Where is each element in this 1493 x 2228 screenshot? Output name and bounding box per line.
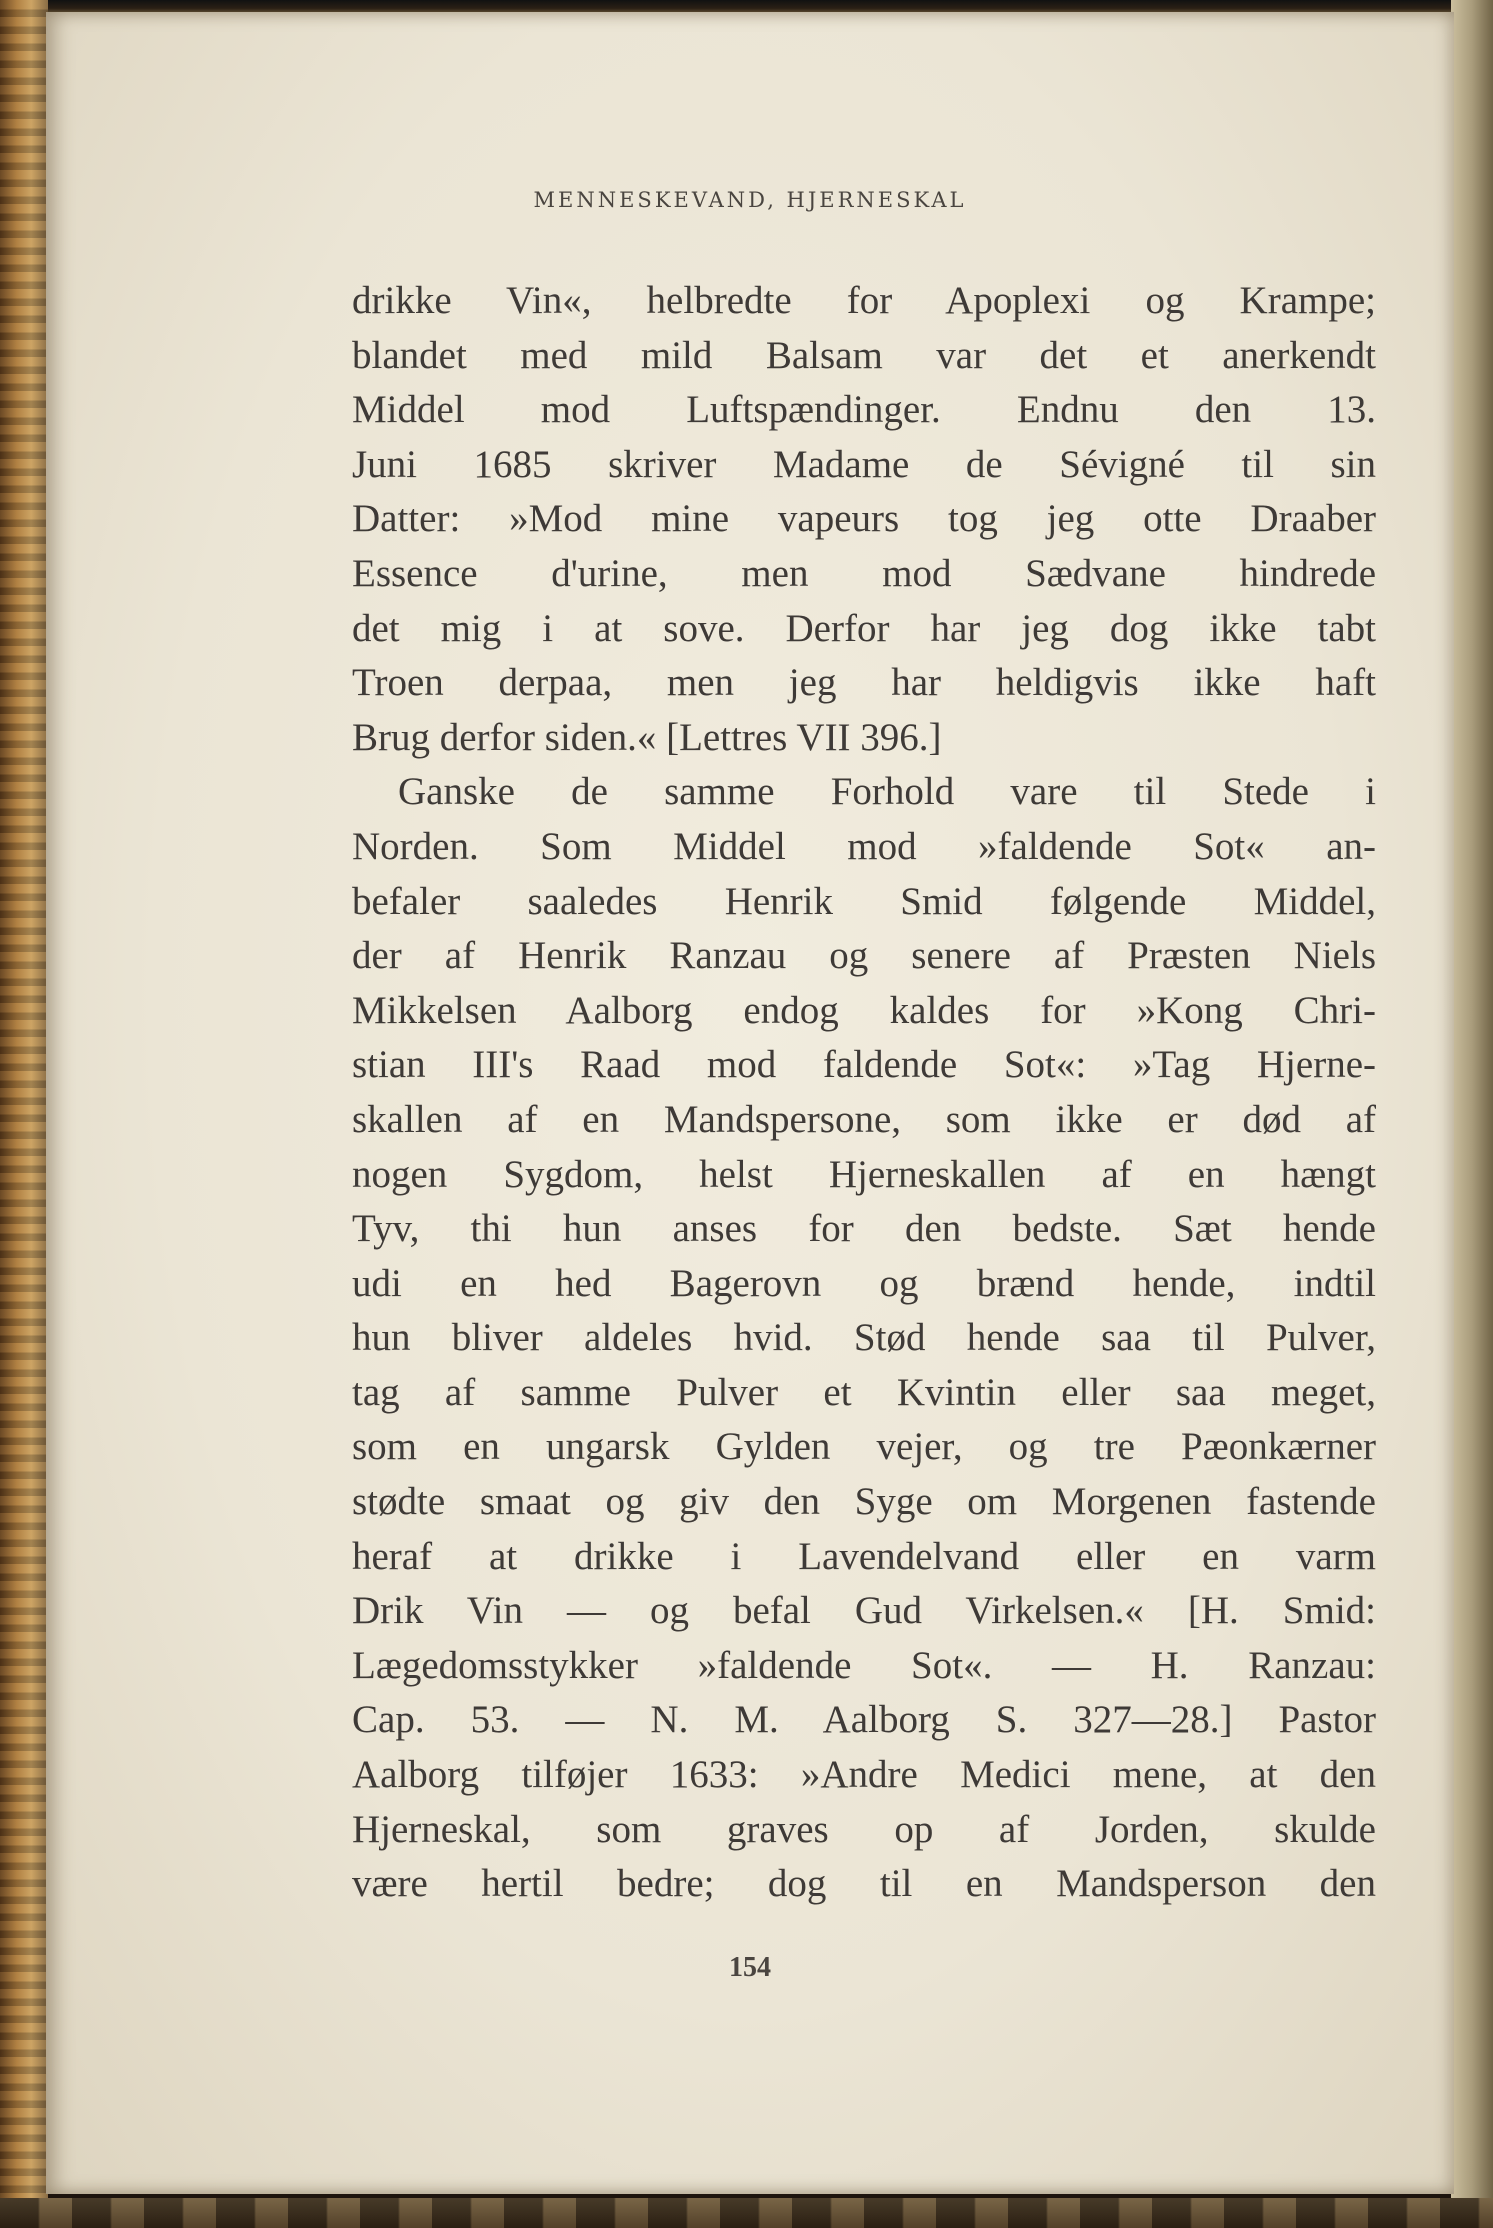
bottom-page-edge [0, 2198, 1493, 2228]
text-line: blandet med mild Balsam var det et anerkendt [352, 333, 1376, 377]
text-line: Juni 1685 skriver Madame de Sévigné til sin [352, 442, 1376, 486]
text-line: det mig i at sove. Derfor har jeg dog ikke tabt [352, 606, 1376, 650]
text-line: befaler saaledes Henrik Smid følgende Middel, [352, 879, 1376, 923]
text-line: Mikkelsen Aalborg endog kaldes for »Kong Chri- [352, 988, 1376, 1032]
page-number: 154 [729, 1952, 771, 1983]
text-line: der af Henrik Ranzau og senere af Præsten Niels [352, 934, 1376, 978]
text-line: tag af samme Pulver et Kvintin eller saa meget, [352, 1370, 1376, 1414]
text-line: Norden. Som Middel mod »faldende Sot« an- [352, 824, 1376, 868]
text-line: Middel mod Luftspændinger. Endnu den 13. [352, 388, 1376, 432]
text-line: skallen af en Mandspersone, som ikke er død af [352, 1097, 1376, 1141]
text-line: Datter: »Mod mine vapeurs tog jeg otte Draaber [352, 497, 1376, 541]
body-text [352, 274, 1376, 1912]
text-line: Lægedomsstykker »faldende Sot«. — H. Ranzau: [352, 1643, 1376, 1687]
text-line: Ganske de samme Forhold vare til Stede i [398, 770, 1376, 814]
text-line: Brug derfor siden.« [Lettres VII 396.] [352, 715, 942, 759]
book-binding-edge [0, 0, 48, 2228]
text-line: drikke Vin«, helbredte for Apoplexi og Krampe; [352, 279, 1376, 322]
text-line: Tyv, thi hun anses for den bedste. Sæt hende [352, 1207, 1376, 1251]
text-line: være hertil bedre; dog til en Mandsperson den [352, 1862, 1376, 1906]
text-line: Aalborg tilføjer 1633: »Andre Medici mene, at den [352, 1753, 1376, 1797]
text-line: stian III's Raad mod faldende Sot«: »Tag Hjerne- [352, 1043, 1376, 1087]
text-line: Cap. 53. — N. M. Aalborg S. 327—28.] Pastor [352, 1698, 1376, 1742]
text-line: Essence d'urine, men mod Sædvane hindrede [352, 551, 1376, 595]
running-head: MENNESKEVAND, HJERNESKAL [533, 188, 967, 212]
text-line: Troen derpaa, men jeg har heldigvis ikke haft [352, 661, 1376, 705]
text-line: stødte smaat og giv den Syge om Morgenen fastende [352, 1480, 1376, 1524]
text-line: hun bliver aldeles hvid. Stød hende saa til Pulver, [352, 1316, 1376, 1360]
text-line: nogen Sygdom, helst Hjerneskallen af en hængt [352, 1152, 1376, 1196]
text-line: som en ungarsk Gylden vejer, og tre Pæonkærner [352, 1425, 1376, 1469]
text-line: heraf at drikke i Lavendelvand eller en varm [352, 1534, 1376, 1578]
right-page-edge [1451, 0, 1493, 2228]
text-line: Hjerneskal, som graves op af Jorden, skulde [352, 1807, 1376, 1851]
book-page [46, 12, 1454, 2194]
text-line: udi en hed Bagerovn og brænd hende, indtil [352, 1261, 1376, 1305]
text-line: Drik Vin — og befal Gud Virkelsen.« [H. Smid: [352, 1589, 1376, 1633]
